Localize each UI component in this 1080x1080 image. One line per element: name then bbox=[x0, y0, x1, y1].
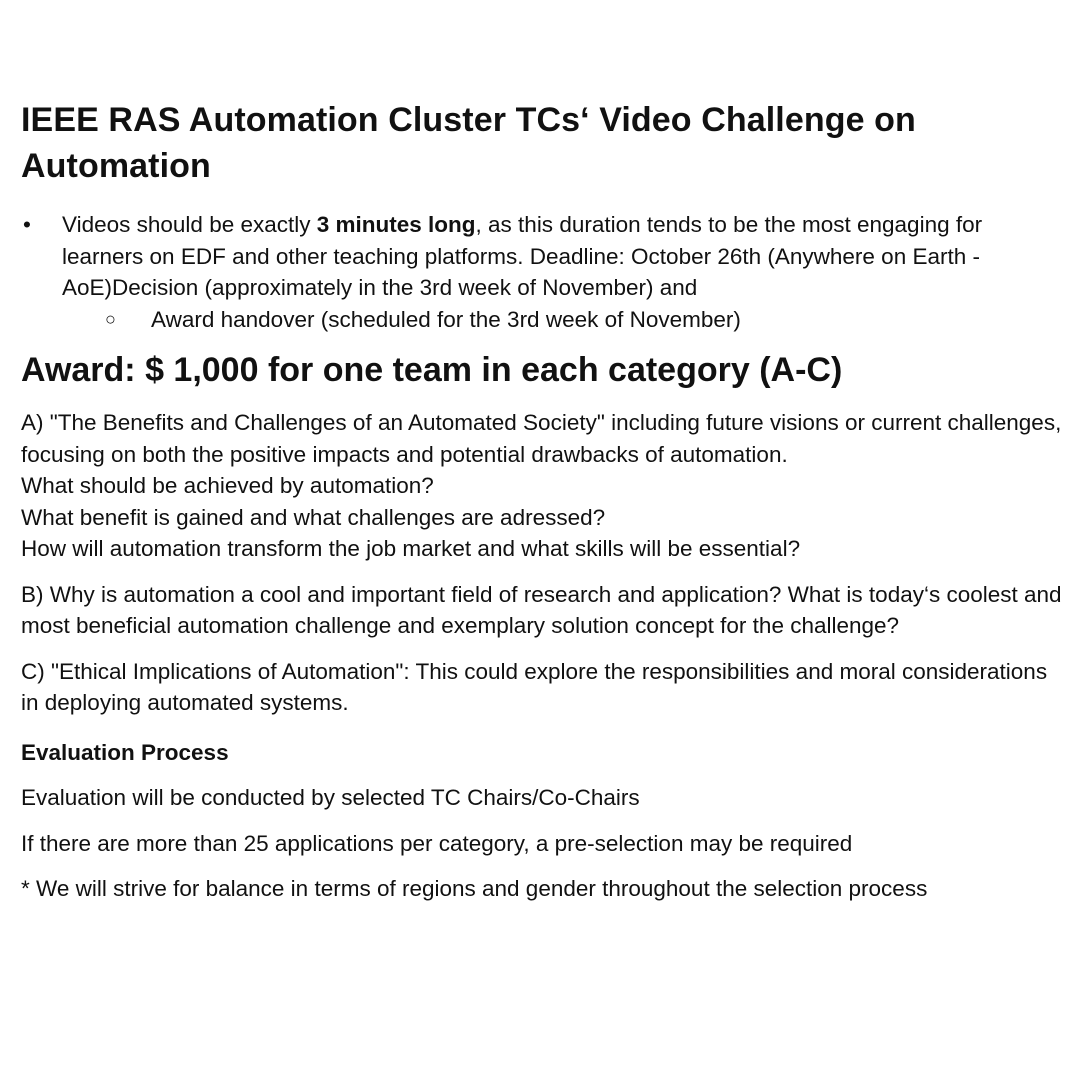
evaluation-line-2: If there are more than 25 applications per category, a pre-selection may be required bbox=[21, 830, 853, 856]
bullet-list bbox=[21, 209, 1069, 335]
category-a-question-2: What benefit is gained and what challenges are adressed? bbox=[21, 504, 606, 530]
circle-bullet-icon: ○ bbox=[105, 308, 116, 329]
list-item bbox=[21, 209, 1069, 304]
page-title: IEEE RAS Automation Cluster TCs‘ Video Challenge on Automation bbox=[21, 101, 916, 185]
bullet-icon: • bbox=[23, 212, 31, 237]
sub-bullet-text: Award handover (scheduled for the 3rd week of November) bbox=[151, 306, 741, 332]
bullet-text-bold: 3 minutes long bbox=[316, 212, 476, 237]
category-c-paragraph: C) "Ethical Implications of Automation": This could explore the responsibilities and moral considerations in deploying automated systems. bbox=[21, 658, 1048, 715]
document bbox=[21, 97, 1069, 905]
category-a-intro: A) "The Benefits and Challenges of an Automated Society" including future visions or current challenges, focusing on both the positive impacts and potential drawbacks of automation. bbox=[21, 410, 1062, 467]
category-a-paragraph bbox=[21, 407, 1069, 565]
evaluation-note: * We will strive for balance in terms of regions and gender throughout the selection process bbox=[21, 876, 928, 901]
bullet-text-end: , as this duration tends to be the most engaging for learners on EDF and other teaching platforms. Deadline: October 26th (Anywhere on Earth - AoE)Decision (approximately in the 3rd week of November) and bbox=[62, 212, 983, 300]
sub-list-item bbox=[21, 304, 1069, 336]
category-a-question-1: What should be achieved by automation? bbox=[21, 473, 434, 498]
evaluation-heading: Evaluation Process bbox=[21, 739, 229, 765]
evaluation-line-1: Evaluation will be conducted by selected TC Chairs/Co-Chairs bbox=[21, 785, 640, 810]
bullet-text-start: Videos should be exactly bbox=[62, 212, 317, 237]
category-b-paragraph: B) Why is automation a cool and important field of research and application? What is today‘s coolest and most beneficial automation challenge and exemplary solution concept for the challenge? bbox=[21, 581, 1062, 638]
category-a-question-3: How will automation transform the job market and what skills will be essential? bbox=[21, 536, 801, 561]
award-heading: Award: $ 1,000 for one team in each category (A-C) bbox=[21, 351, 843, 389]
